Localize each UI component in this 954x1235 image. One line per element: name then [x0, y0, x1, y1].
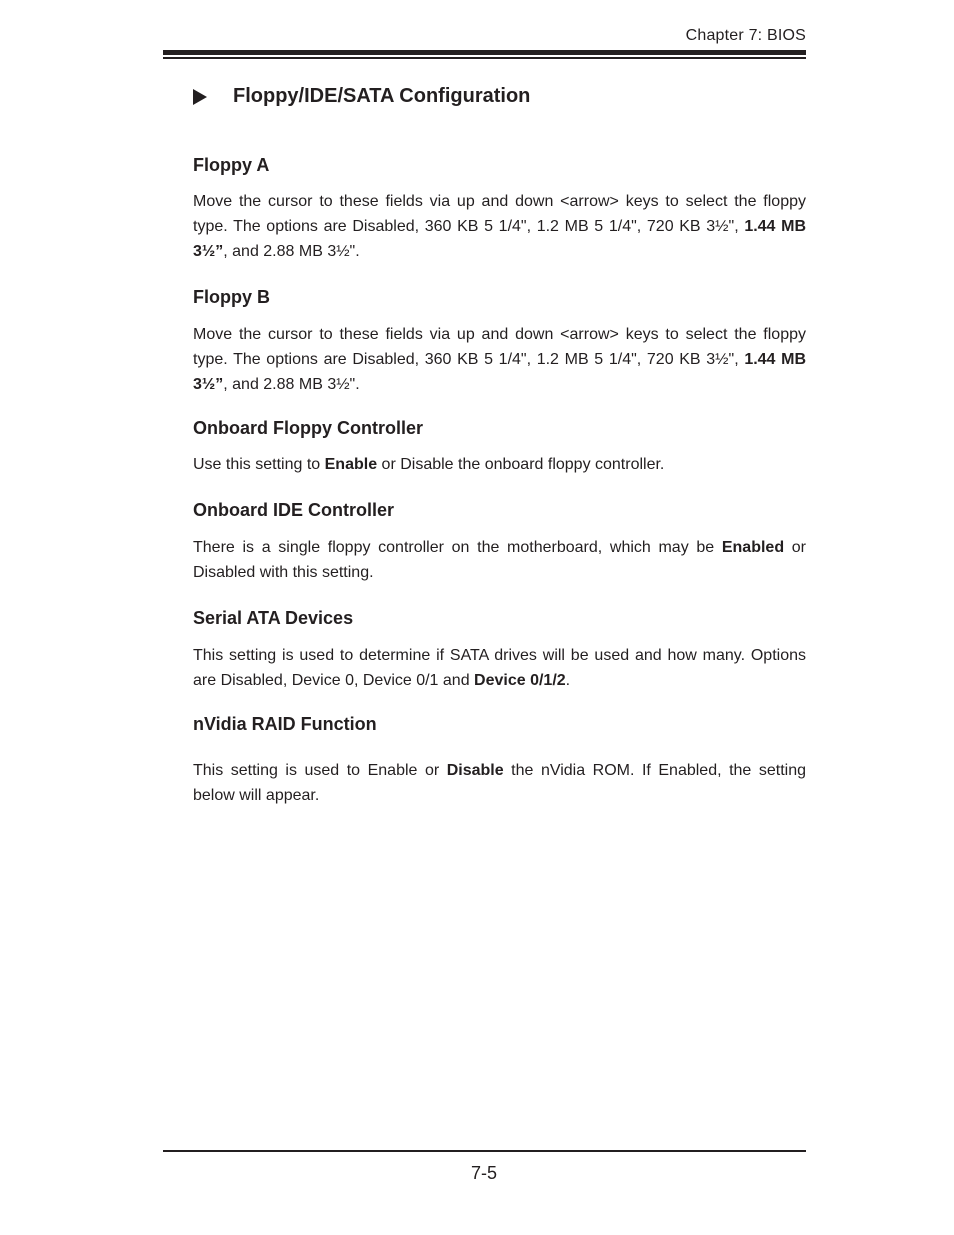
header-rule-thin [163, 57, 806, 59]
header-rule-thick [163, 50, 806, 55]
section-title-text: Floppy/IDE/SATA Configuration [233, 85, 531, 107]
heading-floppy-a: Floppy A [193, 155, 270, 175]
body-bold-text: Enabled [721, 539, 785, 556]
body-text: Move the cursor to these fields via up and down <arrow> keys to select the floppy type. The options are Disabled, 360 KB 5 1/4", 1.2 MB 5 1/4", 720 KB 3½", [193, 193, 806, 235]
heading-nvidia-raid-function: nVidia RAID Function [193, 714, 377, 734]
heading-floppy-b: Floppy B [193, 287, 270, 307]
body-bold-text: Device 0/1/2 [474, 672, 566, 689]
body-bold-text: 1.44 MB 3½” [193, 218, 807, 260]
page-number: 7-5 [471, 1163, 498, 1183]
body-text: . [565, 672, 571, 689]
body-bold-text: Disable [446, 762, 504, 779]
body-text: There is a single floppy controller on the motherboard, which may be [193, 539, 722, 556]
body-onboard-ide-controller [193, 535, 806, 585]
heading-onboard-ide-controller: Onboard IDE Controller [193, 500, 395, 520]
body-text: This setting is used to Enable or [193, 762, 447, 779]
body-floppy-b [193, 322, 806, 397]
heading-onboard-floppy-controller: Onboard Floppy Controller [193, 418, 423, 438]
body-text: or Disable the onboard floppy controller. [377, 456, 665, 473]
footer-rule [163, 1150, 806, 1152]
body-bold-text: Enable [324, 456, 378, 473]
body-text: Move the cursor to these fields via up and down <arrow> keys to select the floppy type. The options are Disabled, 360 KB 5 1/4", 1.2 MB 5 1/4", 720 KB 3½", [193, 326, 806, 368]
body-nvidia-raid-function [193, 758, 806, 808]
body-floppy-a [193, 189, 806, 264]
triangle-bullet-icon [193, 89, 207, 105]
chapter-header: Chapter 7: BIOS [685, 27, 806, 44]
section-title [193, 85, 530, 108]
body-text: , and 2.88 MB 3½". [223, 376, 360, 393]
body-text: Use this setting to [193, 456, 325, 473]
body-text: or Disabled with this setting. [193, 539, 807, 581]
body-bold-text: 1.44 MB 3½” [193, 351, 807, 393]
body-text: , and 2.88 MB 3½". [223, 243, 360, 260]
heading-serial-ata-devices: Serial ATA Devices [193, 608, 354, 628]
body-text: This setting is used to determine if SATA drives will be used and how many. Options are Disabled, Device 0, Device 0/1 and [193, 647, 806, 689]
body-serial-ata-devices [193, 643, 806, 693]
body-text: the nVidia ROM. If Enabled, the setting below will appear. [193, 762, 806, 804]
body-onboard-floppy-controller [193, 452, 806, 477]
